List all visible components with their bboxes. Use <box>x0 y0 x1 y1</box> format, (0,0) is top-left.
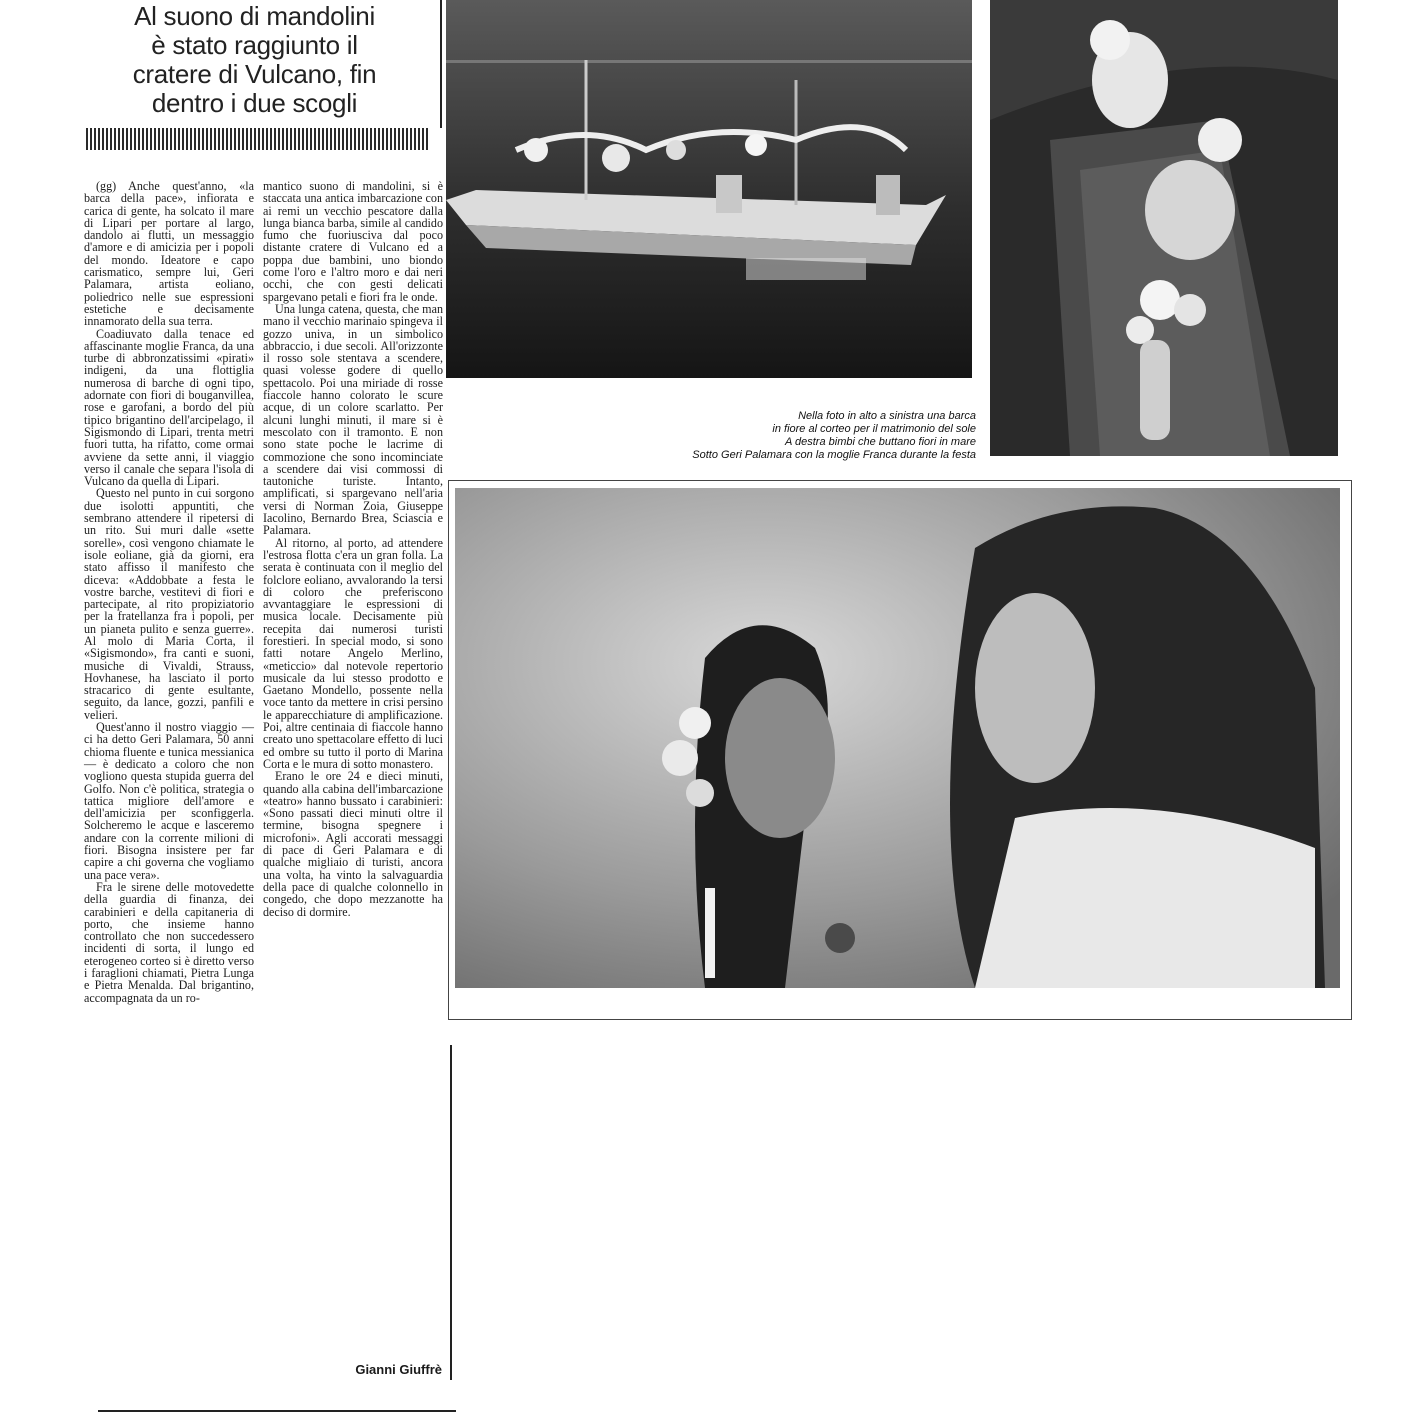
paragraph: Fra le sirene delle motovedette della guardia di finanza, dei carabinieri e della capitaneria di porto, che insieme hanno controllato che non succedessero incidenti di sorta, il lungo ed eterogeneo corteo si è diretto verso i faraglioni chiamati, Pietra Lunga e Pietra Menalda. Dal brigantino, accompagnata da un ro- <box>84 879 254 1005</box>
paragraph: Quest'anno il nostro viaggio — ci ha detto Geri Palamara, 50 anni chioma fluente e tunica messianica — è dedicato a coloro che non vogliono questa stupida guerra del Golfo. Non c'è politica, strategia o tattica migliore dell'amore e dell'amicizia per sconfiggerla. Solcheremo le acque e lasceremo andare con la corrente milioni di fiori. Bisogna insistere per far capire a chi governa che vogliamo una pace vera». <box>84 720 254 882</box>
photo-kids-throwing-flowers <box>990 0 1338 456</box>
caption-line-2: in fiore al corteo per il matrimonio del sole <box>772 423 976 435</box>
article-column-1 <box>84 180 254 1004</box>
caption-line-1: Nella foto in alto a sinistra una barca <box>798 410 976 422</box>
headline-line-4: dentro i due scogli <box>151 88 358 118</box>
paragraph: (gg) Anche quest'anno, «la barca della pace», infiorata e carica di gente, ha solcato il mare di Lipari per portare al largo, dandolo ai flutti, un messaggio d'amore e di amicizia per i popoli del mondo. Ideatore e capo carismatico, sempre lui, Geri Palamara, artista eoliano, poliedrico nelle sue espressioni estetiche e decisamente innamorato della sua terra. <box>84 179 254 329</box>
caption-line-4: Sotto Geri Palamara con la moglie Franca durante la festa <box>692 449 976 461</box>
headline-line-2: è stato raggiunto il <box>151 30 358 60</box>
headline-line-1: Al suono di mandolini <box>134 1 375 31</box>
photo-caption <box>600 410 976 462</box>
paragraph: Questo nel punto in cui sorgono due isolotti appuntiti, che sembrano attendere il ripetersi di un rito. Sui muri dalle «sette sorelle», così vengono chiamate le isole eoliane, già da giorni, era stato affisso il manifesto che diceva: «Addobbate a festa le vostre barche, vestitevi di fiori e partecipate, al rito propiziatorio per la fratellanza fra i popoli, per un pianeta pulito e senza guerre». Al molo di Maria Corta, il «Sigismondo», fra canti e suoni, musiche di Vivaldi, Strauss, Hovhanese, ha lasciato il porto stracarico di gente esultante, seguito, da lance, gozzi, panfili e velieri. <box>84 486 254 722</box>
column-divider-right <box>440 0 442 128</box>
headline-hatched-rule <box>86 128 428 150</box>
paragraph: Coadiuvato dalla tenace ed affascinante moglie Franca, da una turbe di abbronzatissimi «pirati» indigeni, da una flottiglia numerosa di barche di ogni tipo, adornate con fiori di bouganvillea, rose e garofani, a bordo del più tipico brigantino dell'arcipelago, il Sigismondo di Lipari, trenta metri fuori tutta, ha rifatto, come ormai avviene da sette anni, il viaggio verso il canale che separa l'isola di Vulcano da quella di Lipari. <box>84 326 254 489</box>
photo-geri-and-franca <box>455 488 1340 988</box>
paragraph: Al ritorno, al porto, ad attendere l'estrosa flotta c'era un gran folla. La serata è continuata con il meglio del folclore eoliano, avvalorando la tersi di coloro che preferiscono avvantaggiare le espressioni di musica locale. Decisamente più recepita dai numerosi turisti forestieri. In special modo, si sono fatti notare Angelo Merlino, «meticcio» dal notevole repertorio musicale da lui stesso prodotto e Gaetano Mondello, possente nella voce tanto da mettere in crisi persino le apparecchiature di amplificazione. Poi, altre centinaia di fiaccole hanno creato uno spettacolare effetto di luci ed ombre su tutto il porto di Marina Corta e le mura di sotto monastero. <box>263 535 443 771</box>
article-byline: Gianni Giuffrè <box>355 1362 442 1377</box>
article-column-2 <box>263 180 443 918</box>
headline-line-3: cratere di Vulcano, fin <box>132 59 377 89</box>
column-divider-bottom <box>450 1045 452 1380</box>
caption-line-3: A destra bimbi che buttano fiori in mare <box>785 436 976 448</box>
paragraph: mantico suono di mandolini, si è staccata una antica imbarcazione con ai remi un vecchio pescatore dalla lunga bianca barba, simile al candido fumo che fuoriusciva dal poco distante cratere di Vulcano ed a poppa due bambini, uno biondo come l'oro e l'altro moro e dai neri occhi, che con gesti delicati spargevano petali e fiori fra le onde. <box>263 179 443 304</box>
photo-flowered-boat <box>446 0 972 378</box>
article-headline <box>82 2 427 118</box>
paragraph: Una lunga catena, questa, che man mano il vecchio marinaio spingeva il gozzo univa, in un simbolico abbraccio, i due secoli. All'orizzonte il rosso sole stentava a scendere, quasi volesse godere di quello spettacolo. Poi una miriade di rosse fiaccole hanno colorato le scure acque, di un colore scarlatto. Per alcuni lunghi minuti, il mare si è mescolato con il tramonto. E non sono state poche le lacrime di commozione che sono incominciate a scendere dai visi commossi di tautoniche turiste. Intanto, amplificati, si spargevano nell'aria versi di Norman Zoia, Giuseppe Iacolino, Bernardo Brea, Sciascia e Palamara. <box>263 301 443 538</box>
paragraph: Erano le ore 24 e dieci minuti, quando alla cabina dell'imbarcazione «teatro» hanno bussato i carabinieri: «Sono passati dieci minuti oltre il termine, bisogna spegnere i microfoni». Agli accorati messaggi di pace di Geri Palamara e di qualche migliaio di turisti, ancora una volta, ha vinto la salvaguardia della pace di qualche colonnello in congedo, che dopo mezzanotte ha deciso di dormire. <box>263 769 443 919</box>
article-bottom-rule <box>98 1410 456 1412</box>
